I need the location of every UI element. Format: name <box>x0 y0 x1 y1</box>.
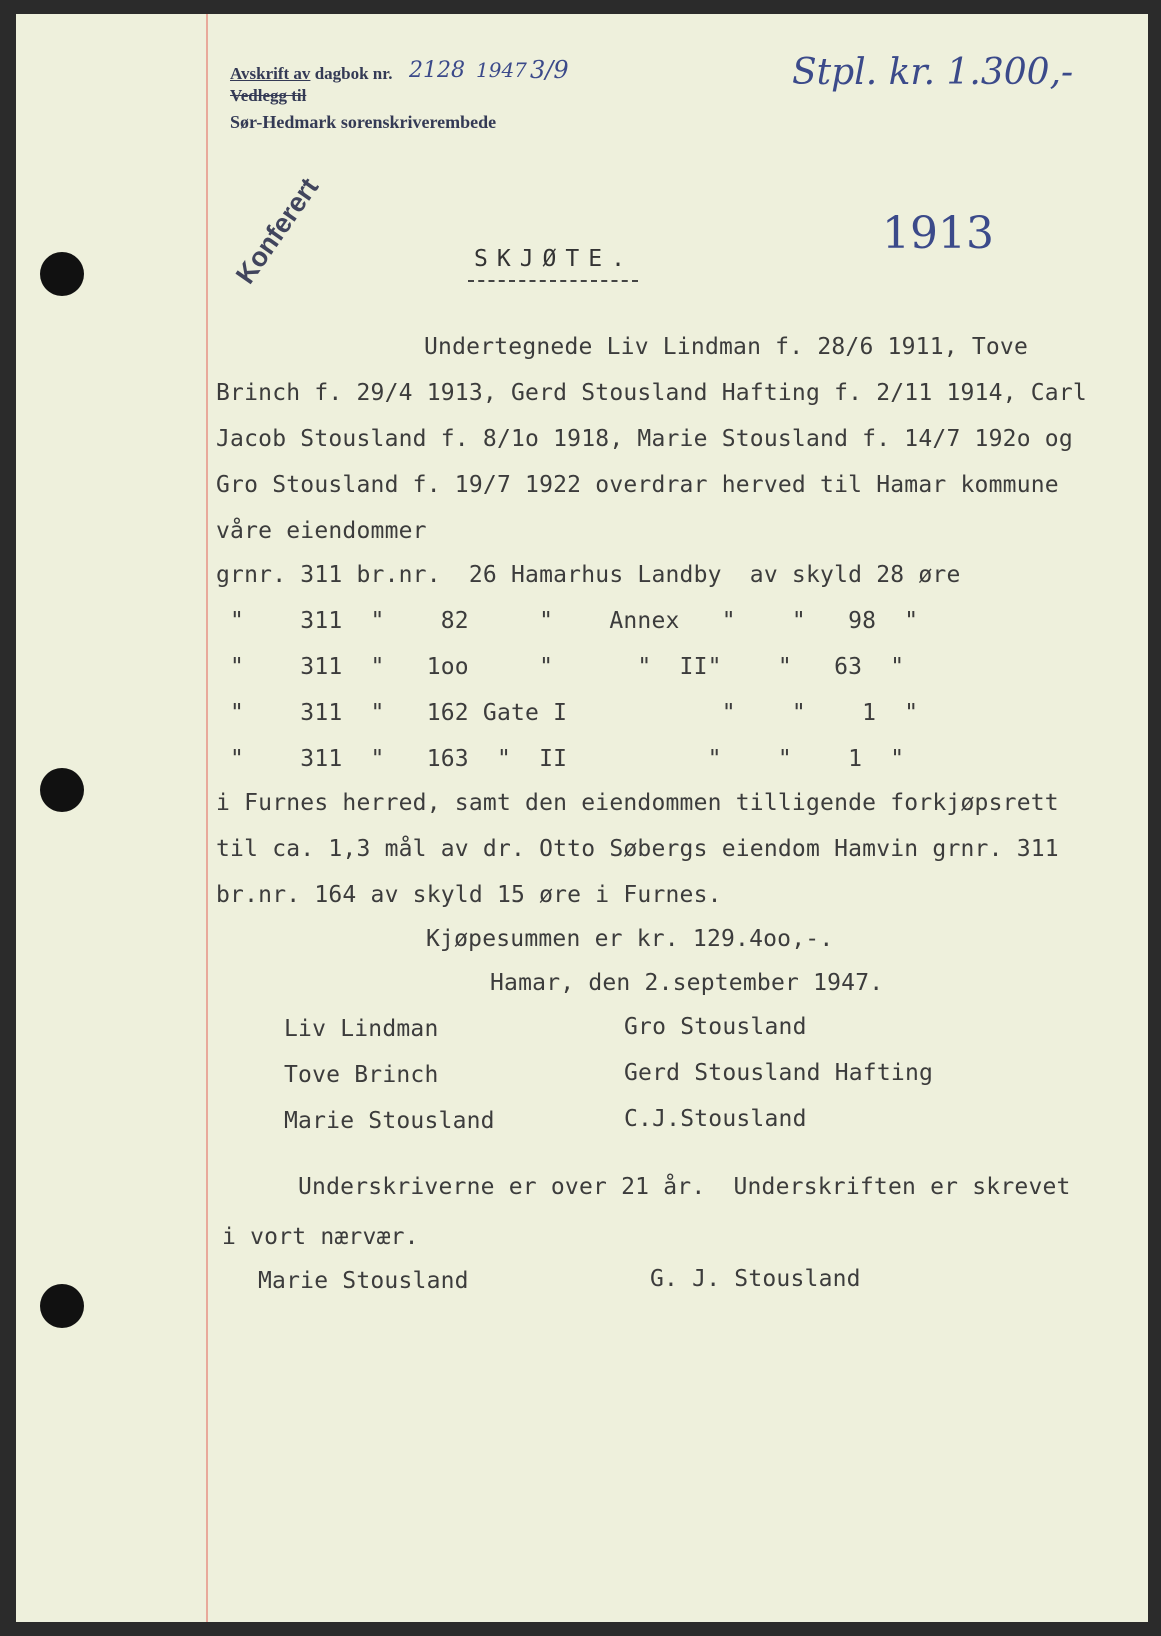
place-date: Hamar, den 2.september 1947. <box>490 970 884 996</box>
document-number: 1913 <box>882 208 994 259</box>
property-row: " 311 " 163 " II " " 1 " <box>216 746 905 772</box>
signature-left: Liv Lindman <box>284 1016 439 1042</box>
signature-left: Marie Stousland <box>284 1108 495 1134</box>
document-title: SKJØTE. <box>474 246 634 272</box>
body-line: i Furnes herred, samt den eiendommen tilligende forkjøpsrett <box>216 790 1059 816</box>
signature-right: Gerd Stousland Hafting <box>624 1060 934 1086</box>
konferert-stamp: Konferert <box>230 172 325 290</box>
signature-right: C.J.Stousland <box>624 1106 807 1132</box>
signature-left: Tove Brinch <box>284 1062 439 1088</box>
dagbok-date: 3/9 <box>530 56 569 84</box>
document-page <box>16 14 1148 1622</box>
dagbok-label: dagbok nr. <box>314 64 393 83</box>
property-row: " 311 " 162 Gate I " " 1 " <box>216 700 919 726</box>
witness-signature-right: G. J. Stousland <box>650 1266 861 1292</box>
body-line: Undertegnede Liv Lindman f. 28/6 1911, Tove <box>424 334 1029 360</box>
property-row: " 311 " 1oo " " II" " 63 " <box>216 654 905 680</box>
property-row: " 311 " 82 " Annex " " 98 " <box>216 608 919 634</box>
body-line: til ca. 1,3 mål av dr. Otto Søbergs eiendom Hamvin grnr. 311 <box>216 836 1059 862</box>
body-line: br.nr. 164 av skyld 15 øre i Furnes. <box>216 882 722 908</box>
body-line: våre eiendommer <box>216 518 427 544</box>
purchase-price: Kjøpesummen er kr. 129.4oo,-. <box>426 926 834 952</box>
header-stamp-line1 <box>230 64 393 84</box>
witness-statement: Underskriverne er over 21 år. Underskriften er skrevet <box>298 1174 1071 1200</box>
punch-hole <box>40 1284 84 1328</box>
punch-hole <box>40 252 84 296</box>
dagbok-number: 2128 <box>409 58 465 83</box>
witness-statement: i vort nærvær. <box>222 1224 419 1250</box>
vedlegg-label: Vedlegg til <box>230 86 307 105</box>
punch-hole <box>40 768 84 812</box>
signature-right: Gro Stousland <box>624 1014 807 1040</box>
title-underline <box>468 280 638 282</box>
avskrift-label: Avskrift av <box>230 64 311 83</box>
body-line: Jacob Stousland f. 8/1o 1918, Marie Stousland f. 14/7 192o og <box>216 426 1073 452</box>
body-line: Gro Stousland f. 19/7 1922 overdrar herved til Hamar kommune <box>216 472 1059 498</box>
dagbok-year: 1947 <box>476 58 527 82</box>
margin-line <box>206 14 208 1622</box>
body-line: Brinch f. 29/4 1913, Gerd Stousland Hafting f. 2/11 1914, Carl <box>216 380 1087 406</box>
witness-signature-left: Marie Stousland <box>258 1268 469 1294</box>
property-row: grnr. 311 br.nr. 26 Hamarhus Landby av skyld 28 øre <box>216 562 961 588</box>
office-name: Sør-Hedmark sorenskriverembede <box>230 112 497 132</box>
fee-note: Stpl. kr. 1.300,- <box>792 52 1074 93</box>
